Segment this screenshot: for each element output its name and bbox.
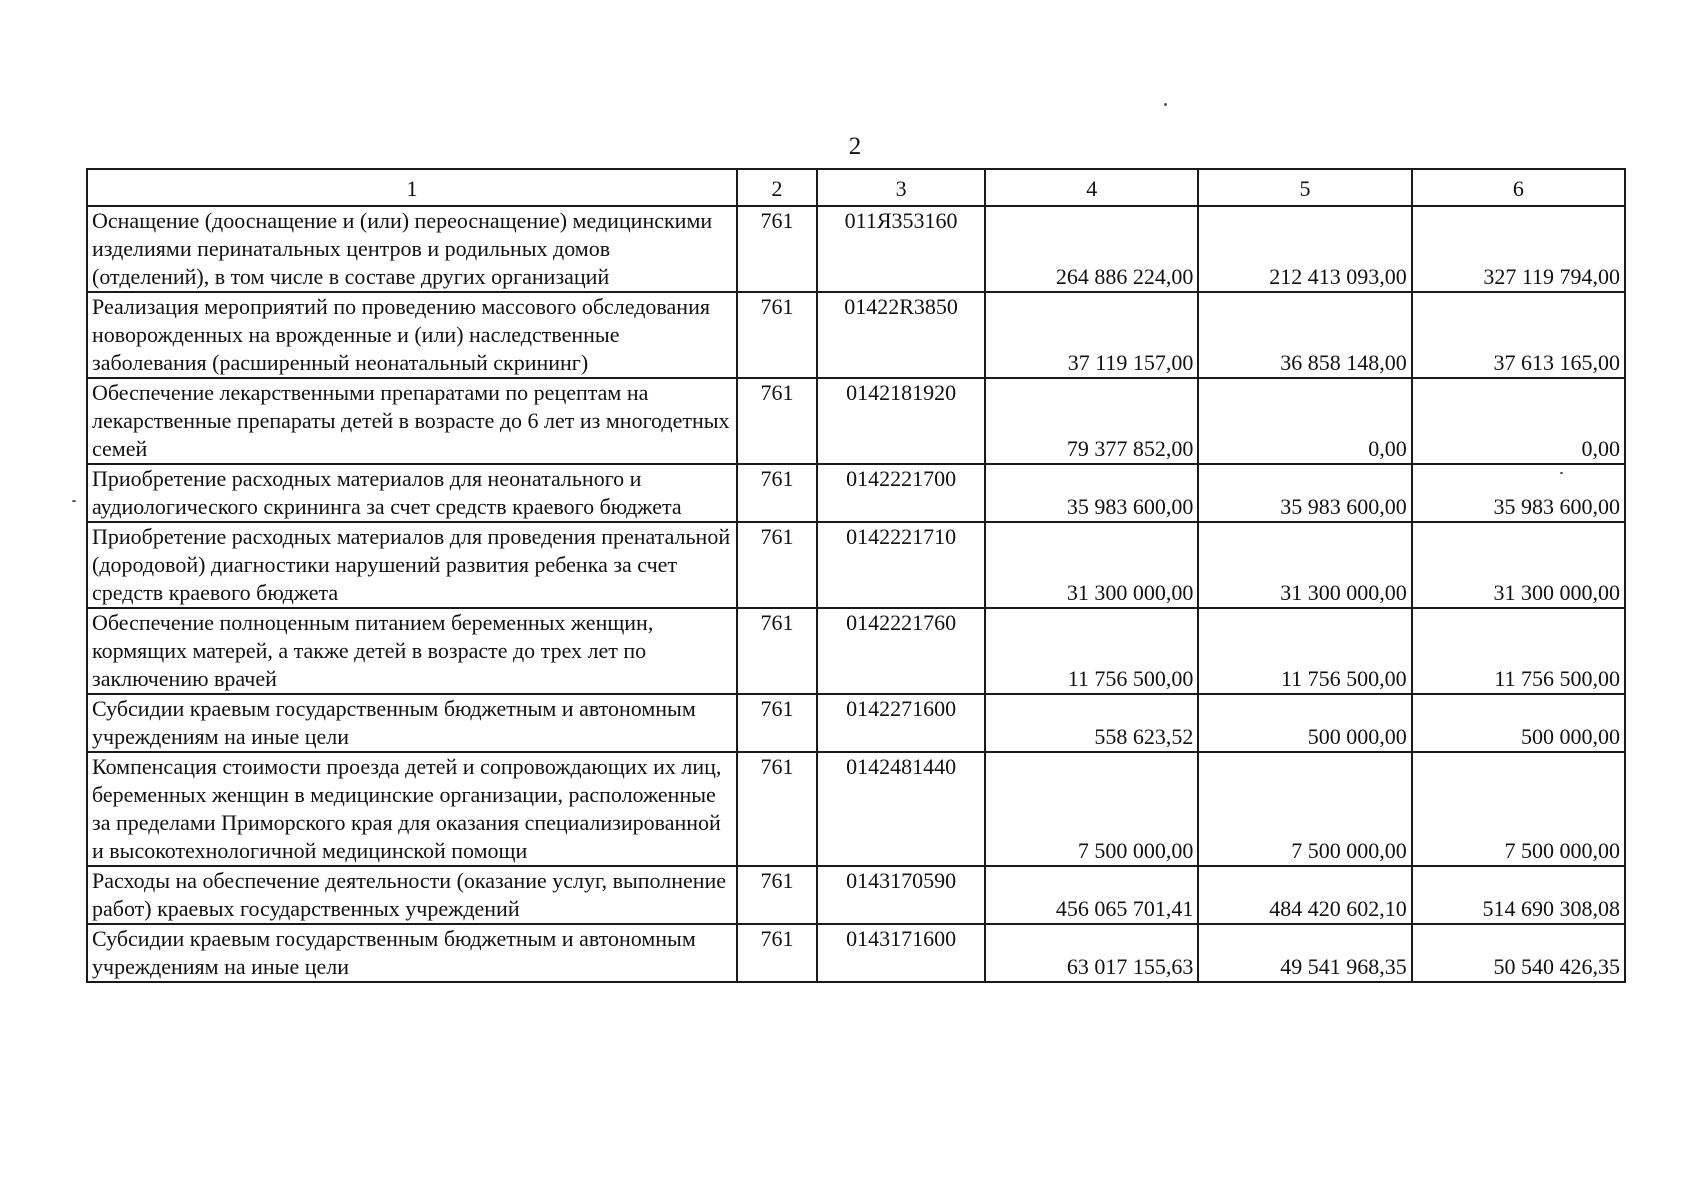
table-row [87,694,1625,752]
target-article-code: 0142221760 [817,608,985,694]
amount-column-6: 35 983 600,00 [1412,464,1625,522]
target-article-code: 011Я353160 [817,206,985,292]
amount-column-4: 31 300 000,00 [985,522,1198,608]
expense-name: Приобретение расходных материалов для проведения пренатальной (дородовой) диагностики нарушений развития ребенка за счет средств краевого бюджета [87,522,737,608]
amount-column-4: 7 500 000,00 [985,752,1198,866]
amount-column-4: 11 756 500,00 [985,608,1198,694]
department-code: 761 [737,924,817,982]
amount-column-6: 327 119 794,00 [1412,206,1625,292]
target-article-code: 0142221710 [817,522,985,608]
amount-column-5: 0,00 [1198,378,1411,464]
amount-column-4: 558 623,52 [985,694,1198,752]
scan-speck [72,500,76,502]
amount-column-6: 37 613 165,00 [1412,292,1625,378]
amount-column-6: 50 540 426,35 [1412,924,1625,982]
amount-column-5: 35 983 600,00 [1198,464,1411,522]
expense-name: Обеспечение полноценным питанием беременных женщин, кормящих матерей, а также детей в возрасте до трех лет по заключению врачей [87,608,737,694]
target-article-code: 01422R3850 [817,292,985,378]
expense-name: Оснащение (дооснащение и (или) переоснащение) медицинскими изделиями перинатальных центров и родильных домов (отделений), в том числе в составе других организаций [87,206,737,292]
amount-column-5: 484 420 602,10 [1198,866,1411,924]
target-article-code: 0142481440 [817,752,985,866]
amount-column-5: 500 000,00 [1198,694,1411,752]
budget-table [86,168,1626,983]
expense-name: Расходы на обеспечение деятельности (оказание услуг, выполнение работ) краевых государственных учреждений [87,866,737,924]
amount-column-6: 500 000,00 [1412,694,1625,752]
amount-column-5: 7 500 000,00 [1198,752,1411,866]
table-row [87,522,1625,608]
column-header: 1 [87,169,737,206]
page-number: 2 [848,133,862,160]
amount-column-6: 0,00 [1412,378,1625,464]
expense-name: Обеспечение лекарственными препаратами по рецептам на лекарственные препараты детей в возрасте до 6 лет из многодетных семей [87,378,737,464]
department-code: 761 [737,694,817,752]
column-header: 4 [985,169,1198,206]
target-article-code: 0143170590 [817,866,985,924]
department-code: 761 [737,206,817,292]
department-code: 761 [737,522,817,608]
expense-name: Субсидии краевым государственным бюджетным и автономным учреждениям на иные цели [87,924,737,982]
column-header: 2 [737,169,817,206]
expense-name: Реализация мероприятий по проведению массового обследования новорожденных на врожденные и (или) наследственные заболевания (расширенный неонатальный скрининг) [87,292,737,378]
amount-column-4: 456 065 701,41 [985,866,1198,924]
department-code: 761 [737,752,817,866]
expense-name: Субсидии краевым государственным бюджетным и автономным учреждениям на иные цели [87,694,737,752]
scan-speck [1164,103,1167,106]
column-header: 5 [1198,169,1411,206]
table-row [87,464,1625,522]
table-row [87,608,1625,694]
target-article-code: 0143171600 [817,924,985,982]
target-article-code: 0142181920 [817,378,985,464]
amount-column-6: 11 756 500,00 [1412,608,1625,694]
amount-column-4: 35 983 600,00 [985,464,1198,522]
table-row [87,924,1625,982]
column-header: 3 [817,169,985,206]
amount-column-4: 63 017 155,63 [985,924,1198,982]
amount-column-6: 31 300 000,00 [1412,522,1625,608]
amount-column-6: 7 500 000,00 [1412,752,1625,866]
amount-column-4: 37 119 157,00 [985,292,1198,378]
expense-name: Приобретение расходных материалов для неонатального и аудиологического скрининга за счет средств краевого бюджета [87,464,737,522]
table-row [87,866,1625,924]
amount-column-5: 36 858 148,00 [1198,292,1411,378]
table-header-row [87,169,1625,206]
amount-column-5: 31 300 000,00 [1198,522,1411,608]
department-code: 761 [737,608,817,694]
amount-column-4: 264 886 224,00 [985,206,1198,292]
column-header: 6 [1412,169,1625,206]
amount-column-5: 49 541 968,35 [1198,924,1411,982]
amount-column-5: 11 756 500,00 [1198,608,1411,694]
department-code: 761 [737,378,817,464]
target-article-code: 0142271600 [817,694,985,752]
amount-column-5: 212 413 093,00 [1198,206,1411,292]
table-row [87,378,1625,464]
department-code: 761 [737,866,817,924]
department-code: 761 [737,292,817,378]
table-row [87,292,1625,378]
department-code: 761 [737,464,817,522]
amount-column-6: 514 690 308,08 [1412,866,1625,924]
expense-name: Компенсация стоимости проезда детей и сопровождающих их лиц, беременных женщин в медицинские организации, расположенные за пределами Приморского края для оказания специализированной и высокотехнологичной медицинской помощи [87,752,737,866]
amount-column-4: 79 377 852,00 [985,378,1198,464]
table-row [87,206,1625,292]
table-row [87,752,1625,866]
target-article-code: 0142221700 [817,464,985,522]
